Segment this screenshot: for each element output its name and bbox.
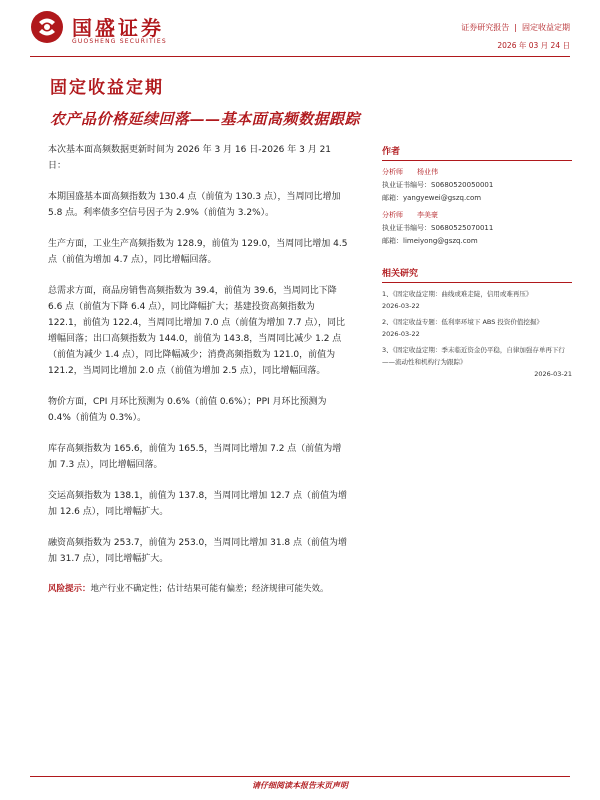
header-divider (30, 56, 570, 57)
brand-name-cn: 国盛证券 (72, 16, 164, 40)
paragraph-transport: 交运高频指数为 138.1，前值为 137.8，当周同比增加 12.7 点（前值为增加 12.6 点），同比增幅扩大。 (48, 491, 348, 517)
guosheng-logo-icon (30, 10, 64, 44)
related-item-title: 3、《固定收益定期：季末临近资金仍平稳，自律加强存单再下行——流动性和机构行为跟踪》 (382, 346, 565, 366)
paragraph-inventory: 库存高频指数为 165.6，前值为 165.5，当周同比增加 7.2 点（前值为增加 7.3 点），同比增幅回落。 (48, 444, 342, 470)
analyst-cert: 执业证书编号：S0680525070011 (382, 224, 494, 232)
related-item-date: 2026-03-21 (534, 370, 572, 378)
analyst-email[interactable]: 邮箱：yangyewei@gszq.com (382, 194, 482, 202)
analyst-card (382, 166, 572, 205)
report-category-label: 证券研究报告 (461, 23, 510, 32)
related-research (382, 266, 572, 380)
related-item-title: 2、《固定收益专题：低利率环境下 ABS 投资价值挖掘》 (382, 318, 543, 326)
related-heading: 相关研究 (382, 266, 572, 283)
analyst-header (382, 166, 572, 179)
report-subcategory-label: 固定收益定期 (522, 23, 570, 32)
analyst-role: 分析师 (382, 211, 403, 219)
analyst-header (382, 209, 572, 222)
related-item-title: 1、《固定收益定期：曲线或难走陡，信用或难再压》 (382, 290, 533, 298)
analyst-cert: 执业证书编号：S0680520050001 (382, 181, 494, 189)
report-title: 农产品价格延续回落——基本面高频数据跟踪 (50, 110, 361, 128)
paragraph-update-period: 本次基本面高频数据更新时间为 2026 年 3 月 16 日-2026 年 3 月 21 日： (48, 145, 332, 171)
related-item-date: 2026-03-22 (382, 330, 420, 338)
related-item[interactable] (382, 316, 572, 340)
related-item-date: 2026-03-22 (382, 302, 420, 310)
guosheng-logo (30, 10, 190, 50)
risk-warning-label: 风险提示： (48, 584, 91, 594)
page-header (0, 0, 600, 60)
paragraph-prices: 物价方面，CPI 月环比预测为 0.6%（前值 0.6%）；PPI 月环比预测为 0.4%（前值为 0.3%）。 (48, 397, 327, 423)
analyst-card (382, 209, 572, 248)
report-category (461, 22, 570, 33)
related-item[interactable] (382, 288, 572, 312)
footer-divider (30, 776, 570, 777)
footer-disclaimer: 请仔细阅读本报告末页声明 (252, 781, 348, 790)
analyst-email[interactable]: 邮箱：limeiyong@gszq.com (382, 237, 478, 245)
report-body (48, 142, 348, 596)
paragraph-index-summary: 本期国盛基本面高频指数为 130.4 点（前值为 130.3 点），当周同比增加 5.8 点。利率债多空信号因子为 2.9%（前值为 3.2%）。 (48, 192, 341, 218)
report-date: 2026 年 03 月 24 日 (497, 41, 570, 50)
category-separator: | (514, 23, 517, 32)
risk-warning (48, 582, 348, 596)
paragraph-financing: 融资高频指数为 253.7，前值为 253.0，当周同比增加 31.8 点（前值为增加 31.7 点），同比增幅扩大。 (48, 538, 348, 564)
sidebar (382, 144, 572, 384)
authors-heading: 作者 (382, 144, 572, 161)
analyst-name: 杨业伟 (417, 168, 438, 176)
related-item[interactable] (382, 344, 572, 380)
brand-name-en: GUOSHENG SECURITIES (72, 38, 167, 45)
analyst-role: 分析师 (382, 168, 403, 176)
report-type: 固定收益定期 (50, 78, 164, 98)
paragraph-production: 生产方面，工业生产高频指数为 128.9，前值为 129.0，当周同比增加 4.5 点（前值为增加 4.7 点），同比增幅回落。 (48, 239, 348, 265)
analyst-name: 李美豪 (417, 211, 438, 219)
risk-warning-text: 地产行业不确定性；估计结果可能有偏差；经济规律可能失效。 (90, 584, 329, 594)
paragraph-demand: 总需求方面，商品房销售高频指数为 39.4，前值为 39.6，当周同比下降 6.6 点（前值为下降 6.4 点），同比降幅扩大；基建投资高频指数为 122.1，前值为 122.4，当周同比增加 7.0 点（前值为增加 7.7 点），同比增幅回落；出口高频指数为 144.0，前值为 143.8，当周同比减少 1.2 点（前值为减少 1.4 点），同比降幅减少；消费高频指数为 121.0，前值为 121.2，当周同比增加 2.0 点（前值为增加 2.5 点），同比增幅回落。 (48, 286, 345, 376)
